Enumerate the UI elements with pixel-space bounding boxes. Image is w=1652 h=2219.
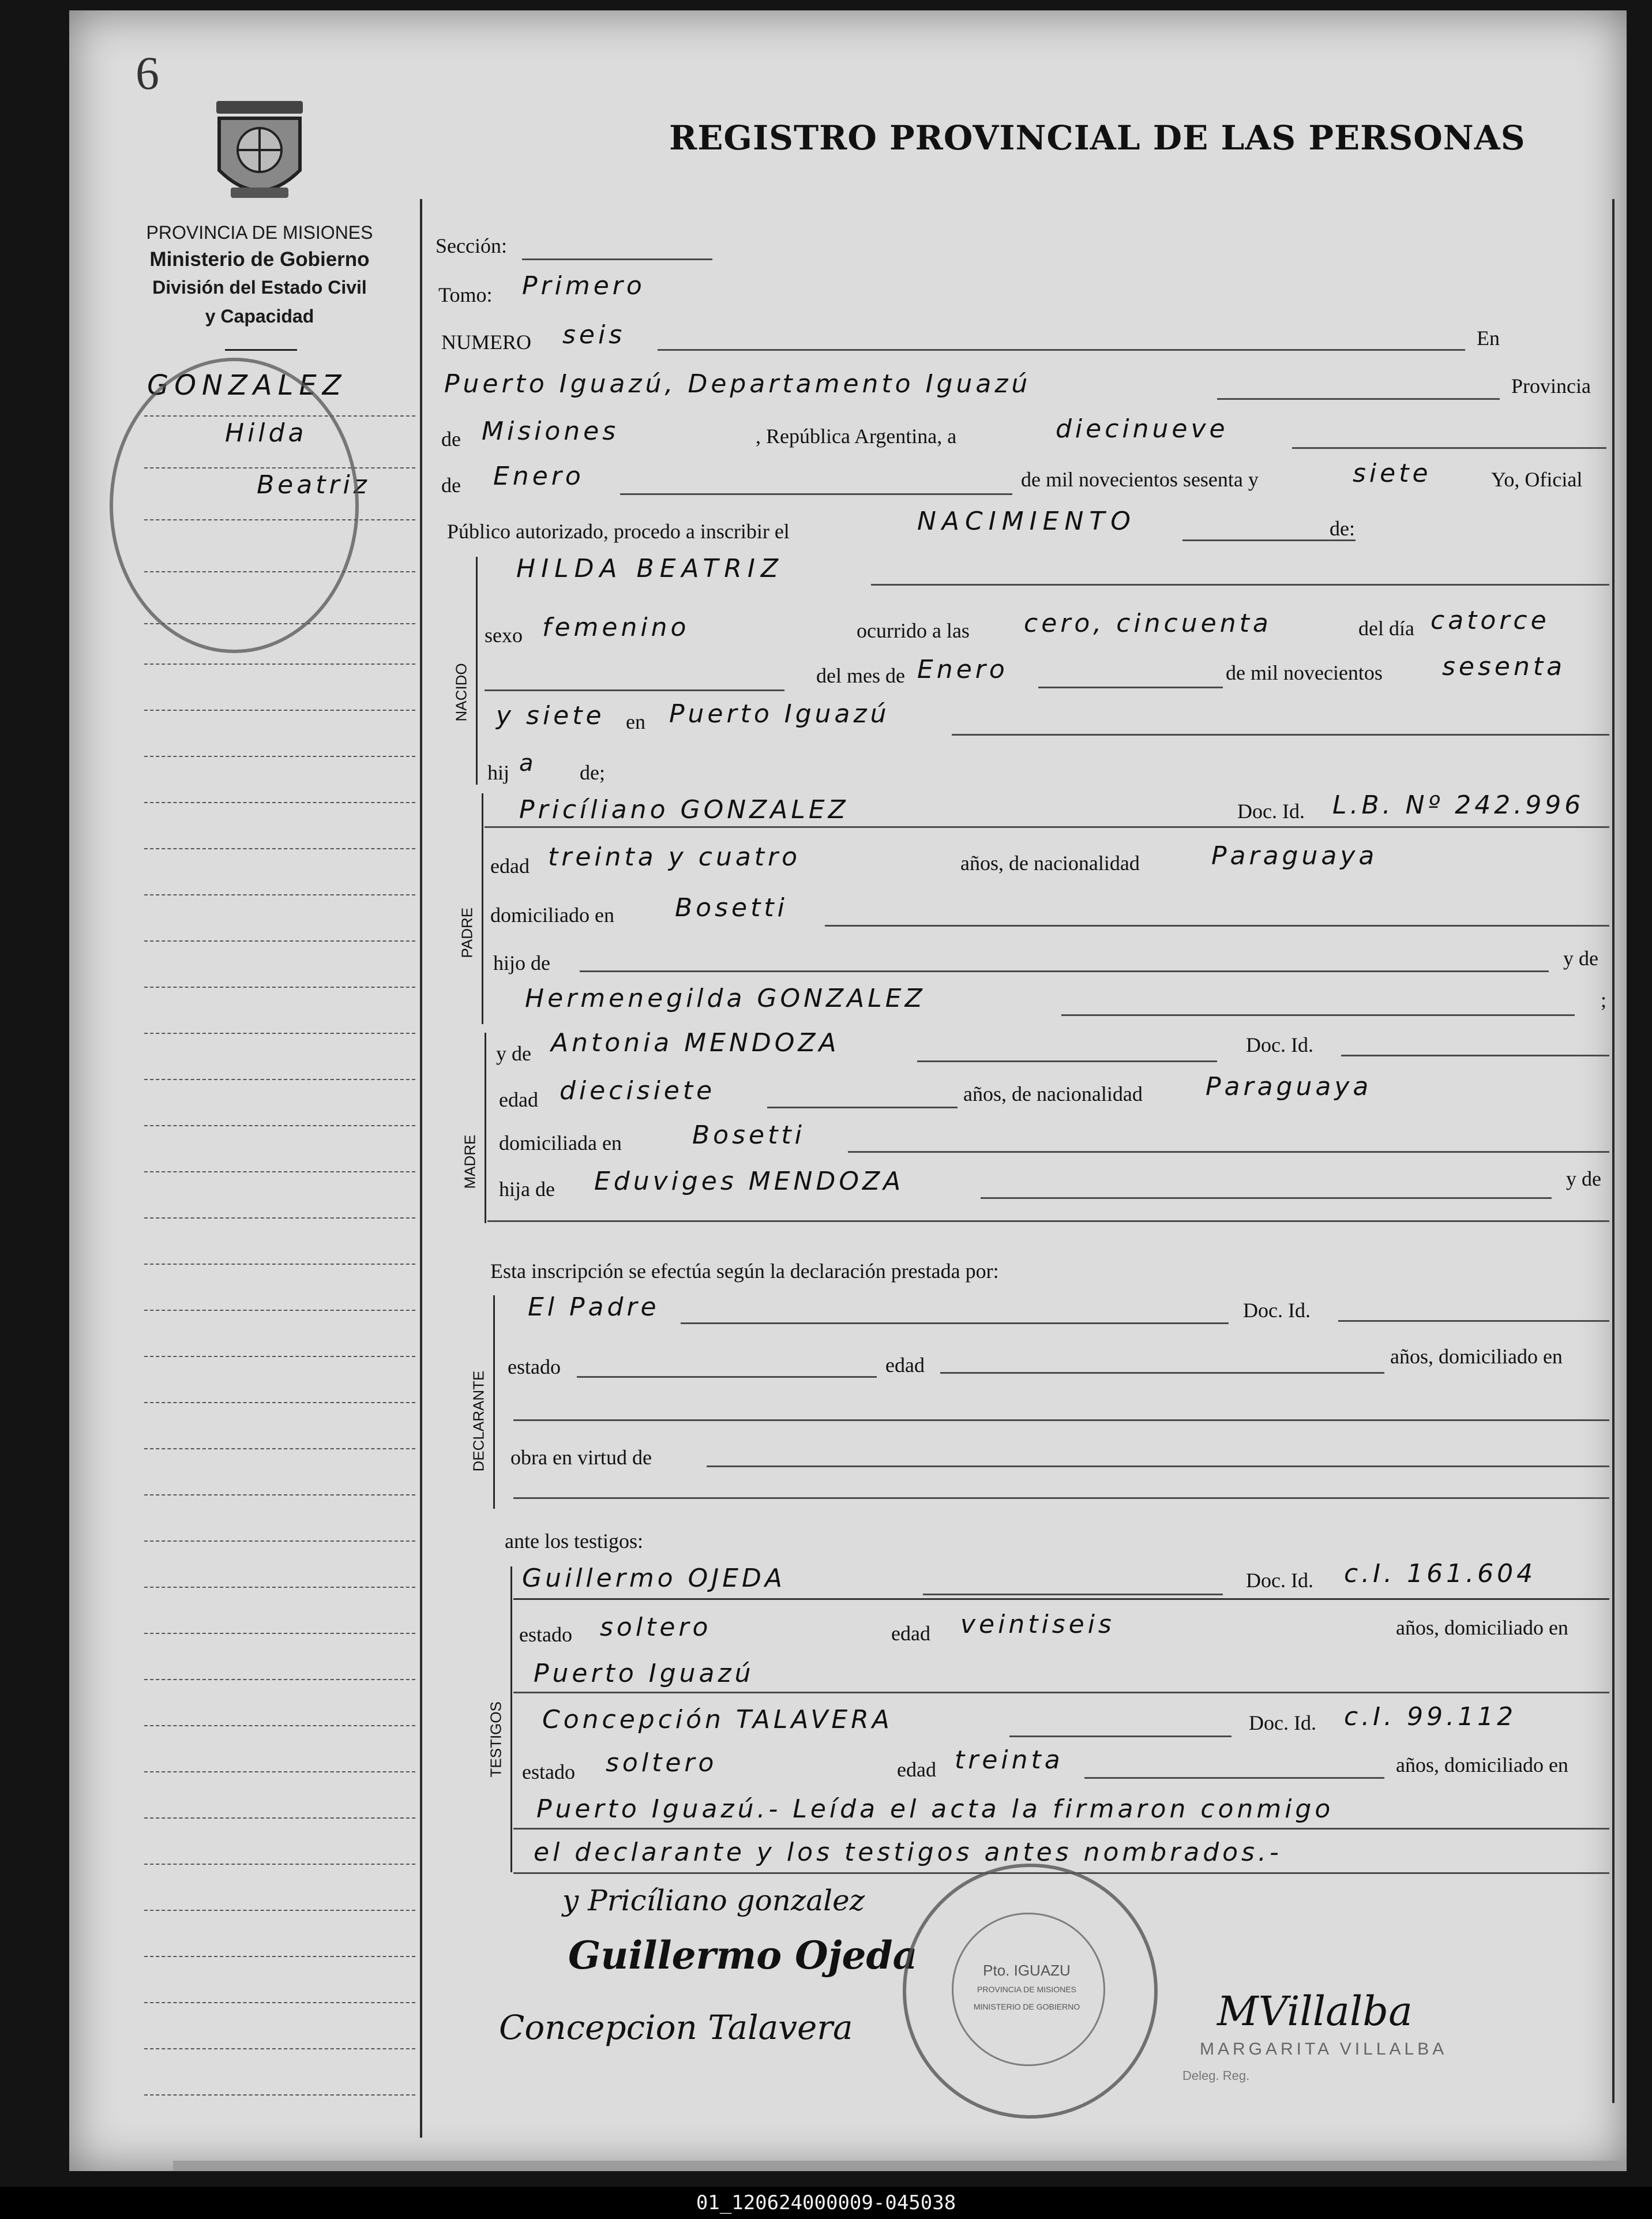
- margin-ruled-line: [144, 519, 415, 520]
- margin-stamp: [110, 358, 359, 653]
- issuer-capacidad: y Capacidad: [205, 306, 314, 327]
- stamp-center-1: Pto. IGUAZU: [983, 1962, 1071, 1979]
- testigo1-doc-value: c.I. 161.604: [1344, 1559, 1537, 1588]
- page-edge: [173, 2161, 1627, 2171]
- margin-ruled-line: [144, 1864, 415, 1865]
- obra-line: [707, 1465, 1609, 1467]
- signature-oficial: MVillalba: [1217, 1988, 1413, 2035]
- del-mes-label: del mes de: [816, 664, 905, 687]
- padre-doc-value: L.B. Nº 242.996: [1332, 790, 1585, 820]
- republica-label: , República Argentina, a: [756, 425, 957, 448]
- testigo2-estado-label: estado: [522, 1760, 575, 1783]
- oficial-cargo: Deleg. Reg.: [1182, 2068, 1250, 2083]
- declaracion-label: Esta inscripción se efectúa según la declaración prestada por:: [490, 1260, 999, 1283]
- padre-edad-value: treinta y cuatro: [548, 842, 801, 872]
- madre-edad-value: diecisiete: [560, 1076, 716, 1105]
- yo-oficial-label: Yo, Oficial: [1491, 468, 1583, 491]
- lugar-value: Puerto Iguazú, Departamento Iguazú: [444, 369, 1031, 399]
- margin-name-1: Hilda: [225, 418, 307, 448]
- declarante-edad-label: edad: [885, 1354, 925, 1377]
- margin-ruled-line: [144, 2048, 415, 2049]
- signature-padre: y Pricíliano gonzalez: [562, 1884, 865, 1917]
- testigo2-line: [1009, 1736, 1232, 1737]
- testigo2-dom-value: Puerto Iguazú.- Leída el acta la firmaron conmigo: [536, 1794, 1334, 1824]
- mes-inscripcion-value: Enero: [493, 462, 584, 491]
- madre-bottom-line: [487, 1220, 1609, 1222]
- margin-ruled-line: [144, 467, 415, 468]
- abuela-paterna-value: Hermenegilda GONZALEZ: [525, 984, 926, 1013]
- issuer-province: PROVINCIA DE MISIONES: [146, 222, 373, 243]
- declarante-value: El Padre: [528, 1292, 660, 1322]
- anio-nac-2-value: y siete: [496, 701, 605, 730]
- testigo2-edad-label: edad: [897, 1758, 936, 1781]
- madre-edad-line: [767, 1107, 958, 1108]
- declarante-estado-line: [577, 1376, 877, 1378]
- padre-nombre-line: [485, 826, 1609, 828]
- madre-dom-label: domiciliada en: [499, 1131, 622, 1155]
- en2-label: en: [626, 710, 645, 733]
- testigo1-edad-label: edad: [891, 1622, 930, 1645]
- provincia-label: Provincia: [1511, 374, 1591, 398]
- padre-dom-line: [825, 925, 1609, 927]
- publico-label: Público autorizado, procedo a inscribir el: [447, 520, 790, 543]
- margin-ruled-line: [144, 1494, 415, 1495]
- numero-line: [658, 349, 1465, 351]
- stamp-center-3: MINISTERIO DE GOBIERNO: [973, 2002, 1080, 2011]
- padre-nac-value: Paraguaya: [1211, 841, 1378, 871]
- margin-ruled-line: [144, 1310, 415, 1311]
- madre-doc-label: Doc. Id.: [1246, 1033, 1313, 1056]
- testigos-divider: [510, 1566, 512, 1872]
- dia-inscripcion-value: diecinueve: [1056, 414, 1229, 444]
- declarante-dom-line: [513, 1419, 1609, 1421]
- margin-ruled-line: [144, 1679, 415, 1680]
- de3-label: de:: [1330, 517, 1355, 540]
- margin-ruled-line: [144, 756, 415, 757]
- testigo2-edad-line: [1084, 1777, 1384, 1779]
- margin-ruled-line: [144, 1587, 415, 1588]
- margin-ruled-line: [144, 802, 415, 803]
- padre-anos-label: años, de nacionalidad: [960, 852, 1140, 875]
- margin-ruled-line: [144, 1264, 415, 1265]
- testigo1-value: Guillermo OJEDA: [522, 1564, 786, 1593]
- margin-ruled-line: [144, 987, 415, 988]
- madre-anos-label: años, de nacionalidad: [963, 1082, 1143, 1105]
- margin-ruled-line: [144, 1910, 415, 1911]
- en-label: En: [1477, 327, 1500, 350]
- anio-inscripcion-value: siete: [1353, 459, 1432, 488]
- testigo1-estado-label: estado: [519, 1623, 572, 1646]
- ocurrido-label: ocurrido a las: [857, 619, 970, 642]
- margin-ruled-line: [144, 1033, 415, 1034]
- testigo1-dom-value: Puerto Iguazú: [534, 1659, 754, 1688]
- madre-doc-line: [1341, 1055, 1609, 1056]
- lugar-nac-value: Puerto Iguazú: [669, 699, 890, 729]
- header-rule: [225, 349, 297, 351]
- nacido-blank-line: [485, 689, 784, 691]
- issuer-division: División del Estado Civil: [152, 277, 367, 298]
- margin-ruled-line: [144, 571, 415, 572]
- abuela-paterna-line: [1061, 1014, 1575, 1016]
- margin-ruled-line: [144, 1956, 415, 1957]
- margin-ruled-line: [144, 1125, 415, 1126]
- declarante-estado-label: estado: [508, 1355, 561, 1378]
- padre-doc-label: Doc. Id.: [1237, 800, 1305, 823]
- numero-label: NUMERO: [441, 331, 532, 354]
- mes-nac-line: [1038, 687, 1223, 688]
- hij-suffix-value: a: [519, 750, 537, 777]
- madre-edad-label: edad: [499, 1088, 538, 1111]
- madre-y-de-label: y de: [496, 1042, 531, 1065]
- testigo2-doc-label: Doc. Id.: [1249, 1711, 1316, 1734]
- testigo2-dom-line: [513, 1828, 1609, 1830]
- tomo-label: Tomo:: [438, 283, 493, 306]
- margin-ruled-line: [144, 1171, 415, 1172]
- padre-dom-label: domiciliado en: [490, 904, 614, 927]
- margin-ruled-line: [144, 1771, 415, 1772]
- margin-name-2: Beatriz: [257, 470, 370, 500]
- padre-dom-value: Bosetti: [675, 893, 788, 923]
- margin-ruled-line: [144, 1817, 415, 1819]
- obra-label: obra en virtud de: [510, 1446, 652, 1469]
- margin-ruled-line: [144, 848, 415, 849]
- madre-dom-line: [848, 1151, 1609, 1153]
- provincial-emblem-icon: [205, 95, 314, 211]
- margin-ruled-line: [144, 415, 415, 417]
- mes-inscripcion-line: [620, 493, 1012, 495]
- declarante-divider: [493, 1295, 495, 1509]
- nacido-nombre-value: HILDA BEATRIZ: [516, 554, 784, 583]
- stamp-center-2: PROVINCIA DE MISIONES: [977, 1985, 1076, 1994]
- madre-divider: [485, 1033, 486, 1223]
- margin-ruled-line: [144, 1356, 415, 1357]
- declarante-doc-line: [1338, 1320, 1609, 1322]
- testigos-side-label: TESTIGOS: [487, 1701, 505, 1778]
- sexo-value: femenino: [542, 613, 690, 642]
- issuer-ministry: Ministerio de Gobierno: [149, 248, 370, 271]
- declarante-edad-line: [940, 1372, 1384, 1374]
- declarante-doc-label: Doc. Id.: [1243, 1299, 1311, 1322]
- margin-divider: [420, 199, 422, 2138]
- seccion-label: Sección:: [435, 234, 507, 257]
- de2-label: de: [441, 474, 461, 497]
- padre-edad-label: edad: [490, 854, 530, 878]
- margin-ruled-line: [144, 1217, 415, 1219]
- margin-ruled-line: [144, 1725, 415, 1726]
- madre-nombre-line: [917, 1060, 1217, 1062]
- oficial-nombre: MARGARITA VILLALBA: [1200, 2040, 1448, 2059]
- padre-hijo-de-label: hijo de: [493, 951, 550, 974]
- ante-testigos-label: ante los testigos:: [505, 1530, 643, 1553]
- hora-value: cero, cincuenta: [1024, 609, 1272, 638]
- nacido-divider: [476, 557, 478, 785]
- abuela-materna-line: [981, 1197, 1552, 1199]
- seccion-line: [522, 258, 712, 260]
- margin-ruled-line: [144, 940, 415, 942]
- mil-nov-sesenta-label: de mil novecientos sesenta y: [1021, 468, 1259, 491]
- acto-value: NACIMIENTO: [917, 507, 1136, 536]
- document-title: REGISTRO PROVINCIAL DE LAS PERSONAS: [669, 118, 1526, 158]
- nacido-nombre-line: [871, 584, 1609, 586]
- padre-nombre-value: Pricíliano GONZALEZ: [519, 795, 849, 824]
- margin-ruled-line: [144, 1540, 415, 1542]
- de4-label: de;: [580, 761, 605, 784]
- anio-nac-1-value: sesenta: [1442, 652, 1566, 681]
- testigo1-anos-label: años, domiciliado en: [1396, 1616, 1568, 1639]
- madre-dom-value: Bosetti: [692, 1120, 805, 1150]
- lugar-line: [1217, 398, 1500, 400]
- mil-nov-label: de mil novecientos: [1226, 661, 1383, 684]
- margin-ruled-line: [144, 664, 415, 665]
- declarante-line: [681, 1322, 1229, 1324]
- del-dia-label: del día: [1358, 617, 1414, 640]
- padre-hijo-de-line: [580, 970, 1549, 972]
- lugar-nac-line: [952, 734, 1609, 736]
- hij-label: hij: [487, 761, 510, 784]
- testigo1-line: [923, 1594, 1223, 1595]
- margin-ruled-line: [144, 1448, 415, 1449]
- tomo-value: Primero: [522, 271, 645, 301]
- margin-ruled-line: [144, 1402, 415, 1403]
- madre-side-label: MADRE: [461, 1134, 479, 1189]
- testigo1-estado-value: soltero: [600, 1613, 712, 1642]
- margin-ruled-line: [144, 894, 415, 895]
- hija-de-label: hija de: [499, 1178, 555, 1201]
- signature-testigo1: Guillermo Ojeda: [568, 1933, 918, 1978]
- form-right-border: [1612, 199, 1615, 2103]
- declarante-anos-label: años, domiciliado en: [1390, 1345, 1563, 1368]
- margin-ruled-line: [144, 623, 415, 624]
- dia-inscripcion-line: [1292, 447, 1606, 449]
- padre-side-label: PADRE: [458, 907, 476, 958]
- testigo1-dom-line: [513, 1692, 1609, 1693]
- testigo1-underline: [513, 1598, 1609, 1600]
- madre-nombre-value: Antonia MENDOZA: [551, 1028, 840, 1058]
- testigo2-estado-value: soltero: [606, 1748, 718, 1778]
- testigo2-anos-label: años, domiciliado en: [1396, 1753, 1568, 1776]
- mes-nac-value: Enero: [917, 655, 1008, 684]
- testigo1-edad-value: veintiseis: [960, 1610, 1115, 1639]
- de-label: de: [441, 428, 461, 451]
- margin-ruled-line: [144, 2094, 415, 2096]
- obra-line-2: [513, 1497, 1609, 1499]
- margin-ruled-line: [144, 2002, 415, 2003]
- abuela-materna-value: Eduviges MENDOZA: [594, 1167, 904, 1196]
- provincia-value: Misiones: [482, 417, 620, 446]
- margin-ruled-line: [144, 710, 415, 711]
- sexo-label: sexo: [485, 624, 523, 647]
- testigo2-edad-value: treinta: [955, 1745, 1064, 1775]
- footer-filename: 01_120624000009-045038: [0, 2187, 1652, 2219]
- madre-nac-value: Paraguaya: [1206, 1072, 1372, 1101]
- testigo1-doc-label: Doc. Id.: [1246, 1569, 1313, 1592]
- padre-divider: [482, 793, 483, 1024]
- madre-y-de2-label: y de: [1566, 1167, 1601, 1190]
- testigo2-doc-value: c.I. 99.112: [1344, 1702, 1517, 1731]
- cierre-value: el declarante y los testigos antes nombrados.-: [534, 1838, 1282, 1867]
- signature-testigo2: Concepcion Talavera: [499, 2008, 853, 2047]
- margin-surname: GONZALEZ: [147, 369, 347, 402]
- testigo2-value: Concepción TALAVERA: [542, 1705, 893, 1734]
- semicolon-label: ;: [1601, 988, 1607, 1011]
- margin-ruled-line: [144, 1633, 415, 1634]
- page-number: 6: [136, 47, 159, 99]
- declarante-side-label: DECLARANTE: [470, 1370, 487, 1472]
- dia-nac-value: catorce: [1431, 606, 1550, 635]
- padre-y-de-label: y de: [1563, 947, 1598, 970]
- numero-value: seis: [562, 320, 626, 350]
- margin-ruled-line: [144, 1079, 415, 1080]
- nacido-side-label: NACIDO: [452, 663, 470, 722]
